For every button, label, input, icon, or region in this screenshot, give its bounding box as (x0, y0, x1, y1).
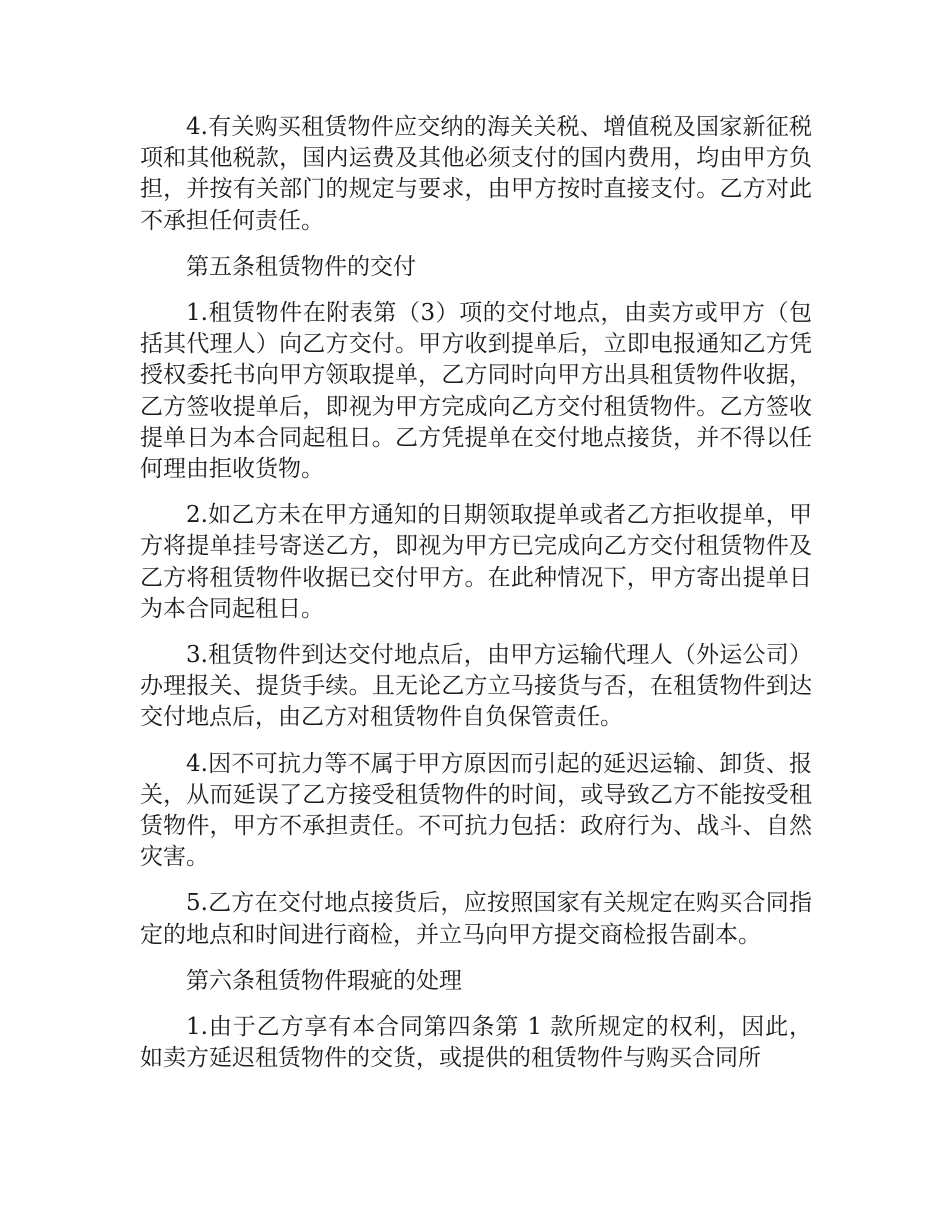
paragraph-tax-burden: 4.有关购买租赁物件应交纳的海关关税、增值税及国家新征税项和其他税款，国内运费及其他必须支付的国内费用，均由甲方负担，并按有关部门的规定与要求，由甲方按时直接支付。乙方对此不承担任何责任。 (140, 114, 812, 234)
section-heading-article-5: 第五条租赁物件的交付 (186, 253, 416, 280)
paragraph-delivery-5: 5.乙方在交付地点接货后，应按照国家有关规定在购买合同指定的地点和时间进行商检，并立马向甲方提交商检报告副本。 (140, 890, 812, 948)
paragraph-delivery-1: 1.租赁物件在附表第（3）项的交付地点，由卖方或甲方（包括其代理人）向乙方交付。甲方收到提单后，立即电报通知乙方凭授权委托书向甲方领取提单，乙方同时向甲方出具租赁物件收据，乙方签收提单后，即视为甲方完成向乙方交付租赁物件。乙方签收提单日为本合同起租日。乙方凭提单在交付地点接货，并不得以任何理由拒收货物。 (140, 300, 812, 483)
document-body (140, 112, 812, 1089)
paragraph-delivery-2: 2.如乙方未在甲方通知的日期领取提单或者乙方拒收提单，甲方将提单挂号寄送乙方，即视为甲方已完成向乙方交付租赁物件及乙方将租赁物件收据已交付甲方。在此种情况下，甲方寄出提单日为本合同起租日。 (140, 502, 812, 622)
paragraph-defect-1: 1.由于乙方享有本合同第四条第 1 款所规定的权利，因此，如卖方延迟租赁物件的交货，或提供的租赁物件与购买合同所 (140, 1014, 812, 1072)
paragraph-delivery-3: 3.租赁物件到达交付地点后，由甲方运输代理人（外运公司）办理报关、提货手续。且无论乙方立马接货与否，在租赁物件到达交付地点后，由乙方对租赁物件自负保管责任。 (140, 642, 812, 731)
section-heading-article-6: 第六条租赁物件瑕疵的处理 (186, 967, 462, 994)
paragraph-delivery-4: 4.因不可抗力等不属于甲方原因而引起的延迟运输、卸货、报关，从而延误了乙方接受租赁物件的时间，或导致乙方不能按受租赁物件，甲方不承担责任。不可抗力包括：政府行为、战斗、自然灾害。 (140, 750, 812, 871)
